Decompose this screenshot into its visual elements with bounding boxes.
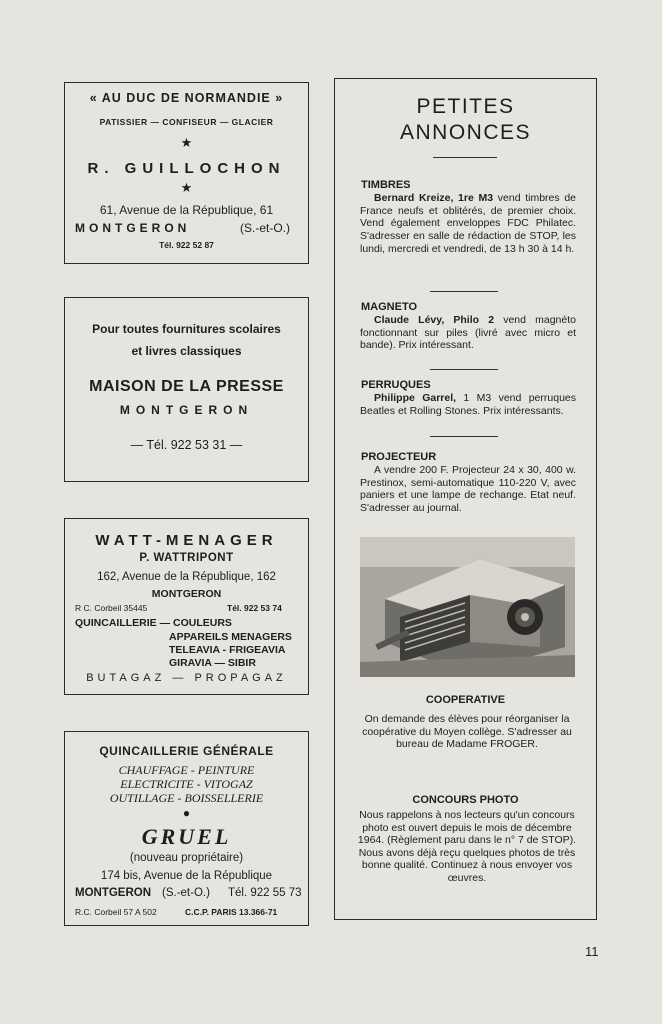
ad-text-magneto: Claude Lévy, Philo 2 vend magnéto fonctionnant sur piles (livré avec micro et bande). Prix intéressant. — [360, 314, 576, 352]
ad-text-concours-photo: Nous rappelons à nos lecteurs qu'un concours photo est ouvert depuis le mois de décembre 1964. (Règlement paru dans le n° 7 de STOP). Nous avons déjà reçu quelques photos de très bonne qualité. Continuez à nous envoyer vos œuvres. — [357, 809, 577, 884]
heading-concours-photo: CONCOURS PHOTO — [412, 794, 519, 806]
services-line-1: CHAUFFAGE - PEINTURE — [118, 763, 255, 777]
ad-text-projecteur: A vendre 200 F. Projecteur 24 x 30, 400 w. Prestinox, semi-automatique 110-220 V, avec paniers et une lampe de rechange. Etat neuf. S'adresser au journal. — [360, 464, 576, 515]
divider — [430, 291, 498, 292]
heading-magneto: MAGNETO — [361, 301, 418, 313]
trades-line-d: GIRAVIA — SIBIR — [169, 657, 256, 669]
town: MONTGERON — [75, 221, 191, 235]
phone: Tél. 922 55 73 — [228, 887, 302, 899]
star-icon: ★ — [180, 135, 193, 150]
trade-register: R C. Corbeil 35445 — [75, 603, 148, 613]
ad-text-perruques: Philippe Garrel, 1 M3 vend perruques Beatles et Rolling Stones. Prix intéressants. — [360, 392, 576, 417]
services-line-2: ELECTRICITE - VITOGAZ — [120, 777, 253, 791]
divider — [433, 157, 497, 158]
page-number: 11 — [585, 944, 599, 959]
ad-text-timbres: Bernard Kreize, 1re M3 vend timbres de France neufs et oblitérés, de premier choix. Vend également enveloppes FDC Philatec. S'adresser en salle de rédaction de STOP, les lundi, mercredi et vendredi, de 13 h 30 à 14 h. — [360, 192, 576, 255]
trades-line-b: APPAREILS MENAGERS — [169, 631, 292, 643]
section-title-line-1: PETITES — [416, 95, 515, 118]
shop-title: QUINCAILLERIE GÉNÉRALE — [99, 744, 274, 758]
divider — [430, 369, 498, 370]
shop-name: « AU DUC DE NORMANDIE » — [89, 91, 284, 105]
ad-line-2: et livres classiques — [131, 344, 242, 358]
heading-timbres: TIMBRES — [361, 179, 411, 191]
postal-account: C.C.P. PARIS 13.366-71 — [185, 907, 278, 917]
owner-name: R. GUILLOCHON — [87, 160, 286, 177]
heading-perruques: PERRUQUES — [361, 379, 431, 391]
shop-trades: PATISSIER — CONFISEUR — GLACIER — [99, 117, 274, 127]
star-icon: ★ — [180, 180, 193, 195]
shop-address: 162, Avenue de la République, 162 — [97, 571, 276, 583]
ad-text-cooperative: On demande des élèves pour réorganiser la coopérative du Moyen collège. S'adresser au bureau de Madame FROGER. — [362, 713, 572, 751]
trades-line-a: QUINCAILLERIE — COULEURS — [75, 617, 232, 629]
shop-address: 61, Avenue de la République, 61 — [99, 203, 274, 217]
ad-maison-de-la-presse — [64, 297, 309, 482]
phone: Tél. 922 52 87 — [159, 240, 214, 250]
phone: — Tél. 922 53 31 — — [130, 438, 243, 452]
department: (S.-et-O.) — [162, 887, 210, 899]
trade-register: R.C. Corbeil 57 A 502 — [75, 907, 157, 917]
divider — [430, 436, 498, 437]
town: MONTGERON — [151, 588, 222, 600]
heading-cooperative: COOPERATIVE — [425, 694, 506, 706]
subtitle: (nouveau propriétaire) — [129, 852, 244, 864]
ad-au-duc-de-normandie — [64, 82, 309, 264]
services-line-3: OUTILLAGE - BOISSELLERIE — [109, 791, 264, 805]
department: (S.-et-O.) — [240, 221, 290, 235]
shop-address: 174 bis, Avenue de la République — [100, 870, 273, 882]
ad-line-1: Pour toutes fournitures scolaires — [92, 322, 281, 336]
owner-name: P. WATTRIPONT — [139, 552, 234, 564]
petites-annonces-panel — [334, 78, 597, 920]
projector-icon — [360, 537, 575, 677]
town: MONTGERON — [75, 887, 152, 899]
shop-name: MAISON DE LA PRESSE — [89, 378, 284, 395]
ad-gruel-quincaillerie — [64, 731, 309, 926]
town: MONTGERON — [119, 403, 254, 417]
trades-line-c: TELEAVIA - FRIGEAVIA — [169, 644, 286, 656]
heading-projecteur: PROJECTEUR — [361, 451, 437, 463]
section-title-line-2: ANNONCES — [399, 121, 532, 144]
ad-watt-menager — [64, 518, 309, 695]
shop-name: WATT-MENAGER — [95, 532, 278, 549]
gas-brands: BUTAGAZ — PROPAGAZ — [86, 672, 287, 684]
projector-photo — [360, 537, 575, 677]
phone: Tél. 922 53 74 — [227, 603, 282, 613]
bullet-icon: ● — [182, 806, 191, 820]
shop-name: GRUEL — [141, 824, 232, 849]
